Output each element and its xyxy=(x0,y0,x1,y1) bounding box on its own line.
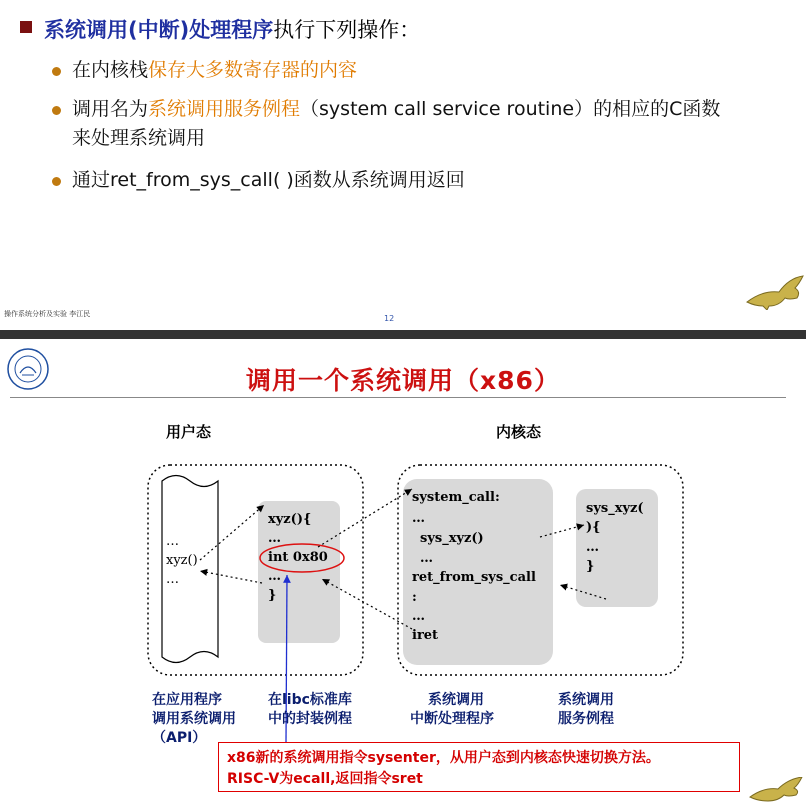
slide-top xyxy=(0,0,806,330)
square-bullet-icon xyxy=(20,21,32,33)
caption-handler-line-1: 系统调用 xyxy=(428,692,484,708)
handler-code-line-8: iret xyxy=(412,628,439,643)
bullet-3-text: 通过ret_from_sys_call( )函数从系统调用返回 xyxy=(72,169,465,191)
caption-service-line-2: 服务例程 xyxy=(558,711,614,727)
dinosaur-logo-icon xyxy=(745,268,806,310)
service-code-line-3: … xyxy=(586,540,599,555)
service-code-line-1: sys_xyz( xyxy=(586,501,644,516)
caption-service-line-1: 系统调用 xyxy=(558,692,614,708)
note-line-2: RISC-V为ecall,返回指令sret xyxy=(227,771,423,787)
slide-heading xyxy=(44,14,420,44)
dinosaur-logo-icon xyxy=(748,777,806,802)
handler-code-line-1: system_call: xyxy=(412,490,500,505)
libc-code-line-5: } xyxy=(268,588,277,603)
bullet-dot-icon xyxy=(52,177,61,186)
bullet-1-highlight: 保存大多数寄存器的内容 xyxy=(148,59,358,81)
app-code-scroll xyxy=(162,476,218,663)
sysenter-note-box xyxy=(218,742,740,792)
service-code-line-4: } xyxy=(586,559,595,574)
handler-code-line-7: … xyxy=(412,609,425,624)
caption-libc-line-1: 在libc标准库 xyxy=(268,692,352,708)
slide-title: 调用一个系统调用（x86） xyxy=(246,366,560,395)
app-code-line-3: … xyxy=(166,572,179,587)
user-mode-label: 用户态 xyxy=(166,423,212,441)
caption-app-line-2: 调用系统调用 xyxy=(152,711,236,727)
bullet-2-text: 调用名为 xyxy=(72,98,149,120)
bullet-dot-icon xyxy=(52,106,61,115)
handler-code-line-3: sys_xyz() xyxy=(420,531,484,546)
caption-app-line-3: （API） xyxy=(152,730,207,746)
heading-main: 系统调用(中断)处理程序 xyxy=(44,18,274,42)
caption-handler-line-2: 中断处理程序 xyxy=(410,711,494,727)
bullet-3 xyxy=(72,166,806,195)
caption-libc-line-2: 中的封装例程 xyxy=(268,711,352,727)
libc-code-line-1: xyz(){ xyxy=(268,512,312,527)
bullet-2-highlight: 系统调用服务例程 xyxy=(148,98,301,120)
libc-code-line-4: … xyxy=(268,569,281,584)
slide-bottom xyxy=(0,339,806,802)
service-code-line-2: ){ xyxy=(586,520,601,535)
handler-code-line-4: … xyxy=(420,551,433,566)
bullet-2 xyxy=(72,95,806,124)
page-number: 12 xyxy=(384,314,395,323)
heading-tail: 执行下列操作： xyxy=(273,18,421,42)
slide-divider xyxy=(0,330,806,339)
bullet-2-text-tail: （system call service routine）的相应的C函数 xyxy=(300,98,721,120)
bullet-dot-icon xyxy=(52,67,61,76)
bullet-2-continued-text: 来处理系统调用 xyxy=(72,127,206,149)
note-line-1: x86新的系统调用指令sysenter，从用户态到内核态快速切换方法。 xyxy=(227,750,660,766)
libc-code-line-2: … xyxy=(268,531,281,546)
footer-course: 操作系统分析及实验 李江民 xyxy=(4,310,91,318)
handler-code-line-6: : xyxy=(412,590,417,605)
caption-app-line-1: 在应用程序 xyxy=(152,692,222,708)
app-code-line-2: xyz() xyxy=(166,553,198,568)
bullet-2-continued xyxy=(72,124,806,153)
app-code-line-1: … xyxy=(166,534,179,549)
handler-code-line-5: ret_from_sys_call xyxy=(412,570,536,585)
bullet-1-text: 在内核栈 xyxy=(72,59,149,81)
handler-code-line-2: … xyxy=(412,511,425,526)
libc-code-line-3: int 0x80 xyxy=(268,550,328,565)
bullet-1 xyxy=(72,56,806,85)
kernel-mode-label: 内核态 xyxy=(496,423,542,441)
call-flow-diagram xyxy=(0,339,806,802)
